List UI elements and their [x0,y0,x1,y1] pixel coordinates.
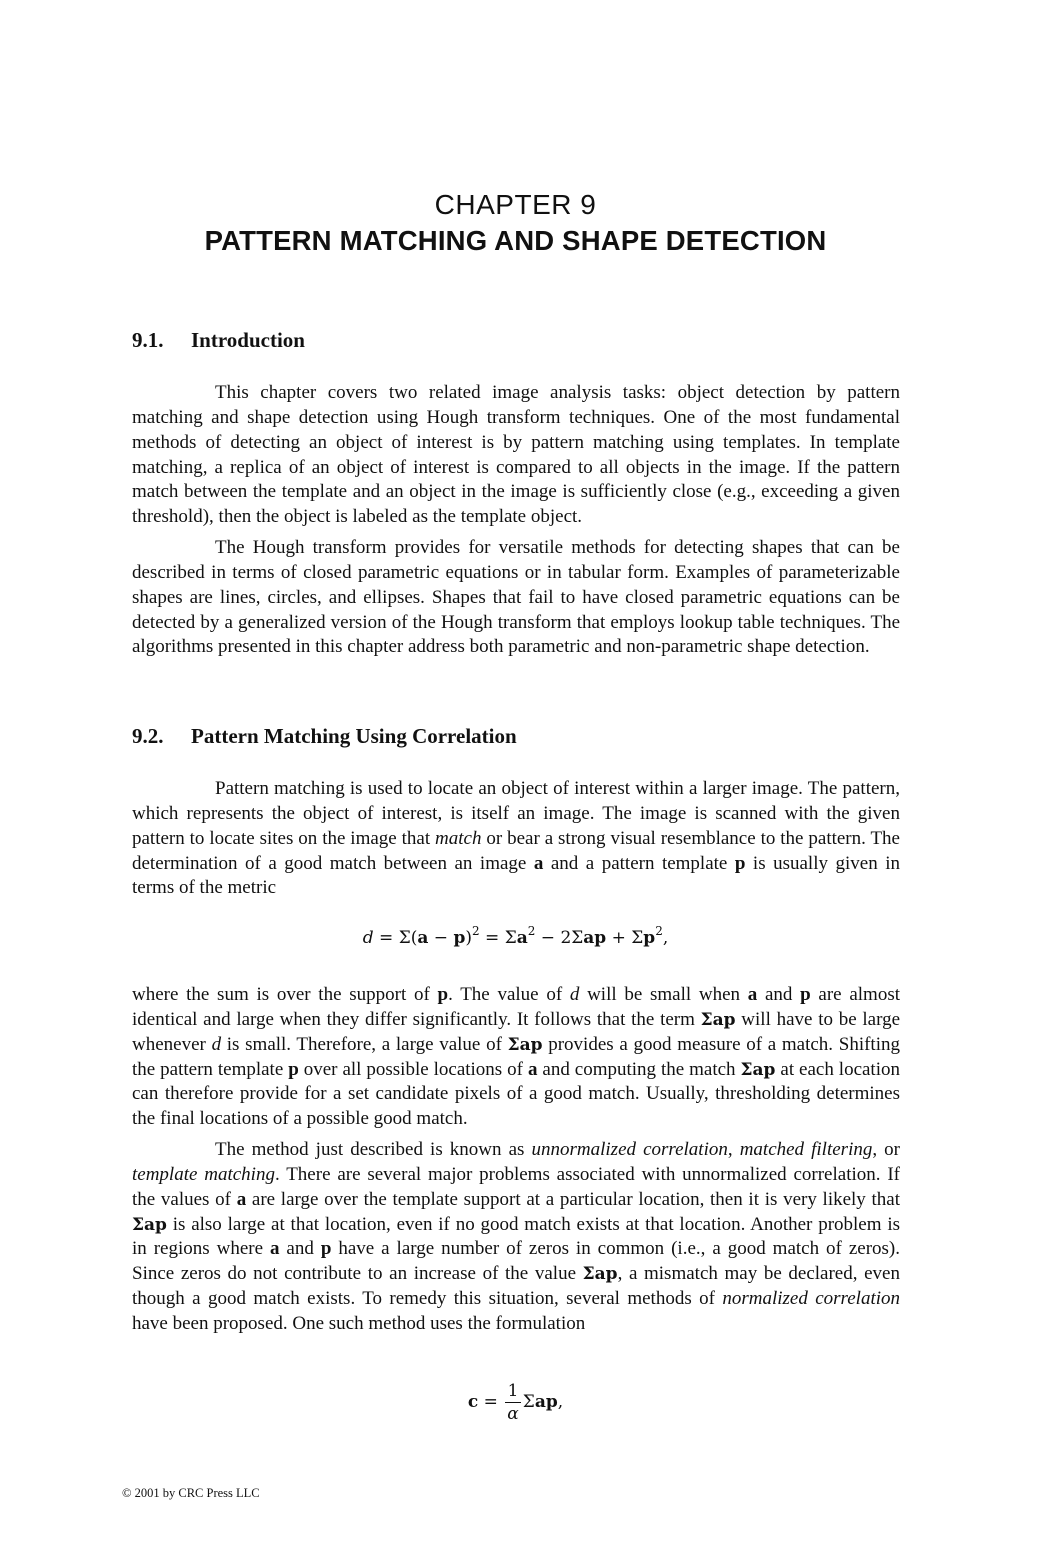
section-title: Pattern Matching Using Correlation [191,724,517,748]
correlation-paragraph-2: where the sum is over the support of p. The value of d will be small when a and p are almost identical and large when they differ significantly. It follows that the term Σap will have to be large whenever d is small. Therefore, a large value of Σap provides a good measure of a match. Shifting the pattern template p over all possible locations of a and computing the match Σap at each location can therefore provide for a set candidate pixels of a good match. Usually, thresholding determines the final locations of a possible good match. [132,984,900,1130]
copyright-footer: © 2001 by CRC Press LLC [122,1486,260,1500]
intro-paragraph-1-text: This chapter covers two related image analysis tasks: object detection by pattern matching and shape detection using Hough transform techniques. One of the most fundamental methods of detecting an object of interest is by pattern matching using templates. In template matching, a replica of an object of interest is compared to all objects in the image. If the pattern match between the template and an object in the image is sufficiently close (e.g., exceeding a given threshold), then the object is labeled as the template object. [132,382,900,528]
equation-distance-metric: $d = \Sigma(a - p)^2 = \Sigma a^2 - 2\Sigma ap + \Sigma p^2$, [362,924,669,948]
section-heading-pattern-matching [132,724,517,749]
correlation-paragraph-1: Pattern matching is used to locate an object of interest within a larger image. The pattern, which represents the object of interest, is itself an image. The image is scanned with the given pattern to locate sites on the image that match or bear a strong visual resemblance to the pattern. The determination of a good match between an image a and a pattern template p is usually given in terms of the metric [132,778,900,899]
section-number: 9.1. [132,328,164,352]
section-number: 9.2. [132,724,164,748]
intro-paragraph-1 [132,381,900,530]
section-title: Introduction [191,328,305,352]
correlation-paragraph-3: The method just described is known as unnormalized correlation, matched filtering, or template matching. There are several major problems associated with unnormalized correlation. If the values of a are large over the template support at a particular location, then it is very likely that Σap is also large at that location, even if no good match exists at that location. Another problem is in regions where a and p have a large number of zeros in common (i.e., a good match of zeros). Since zeros do not contribute to an increase of the value Σap, a mismatch may be declared, even though a good match exists. To remedy this situation, several methods of normalized correlation have been proposed. One such method uses the formulation [132,1139,901,1334]
fraction: $\frac{1}{\alpha}$ [507,1381,519,1424]
chapter-title: PATTERN MATCHING AND SHAPE DETECTION [204,225,827,256]
chapter-label: CHAPTER 9 [434,189,597,220]
intro-paragraph-2-text: The Hough transform provides for versatile methods for detecting shapes that can be described in terms of closed parametric equations or in tabular form. Examples of parameterizable shapes are lines, circles, and ellipses. Shapes that fail to have closed parametric equations can be detected by a generalized version of the Hough transform that employs lookup table techniques. The algorithms presented in this chapter address both parametric and non-parametric shape detection. [132,537,900,658]
intro-paragraph-2 [132,536,900,660]
section-heading-introduction [132,328,305,353]
equation-normalized-correlation: c = $\frac{1}{\alpha}$ Σap, [467,1381,564,1424]
